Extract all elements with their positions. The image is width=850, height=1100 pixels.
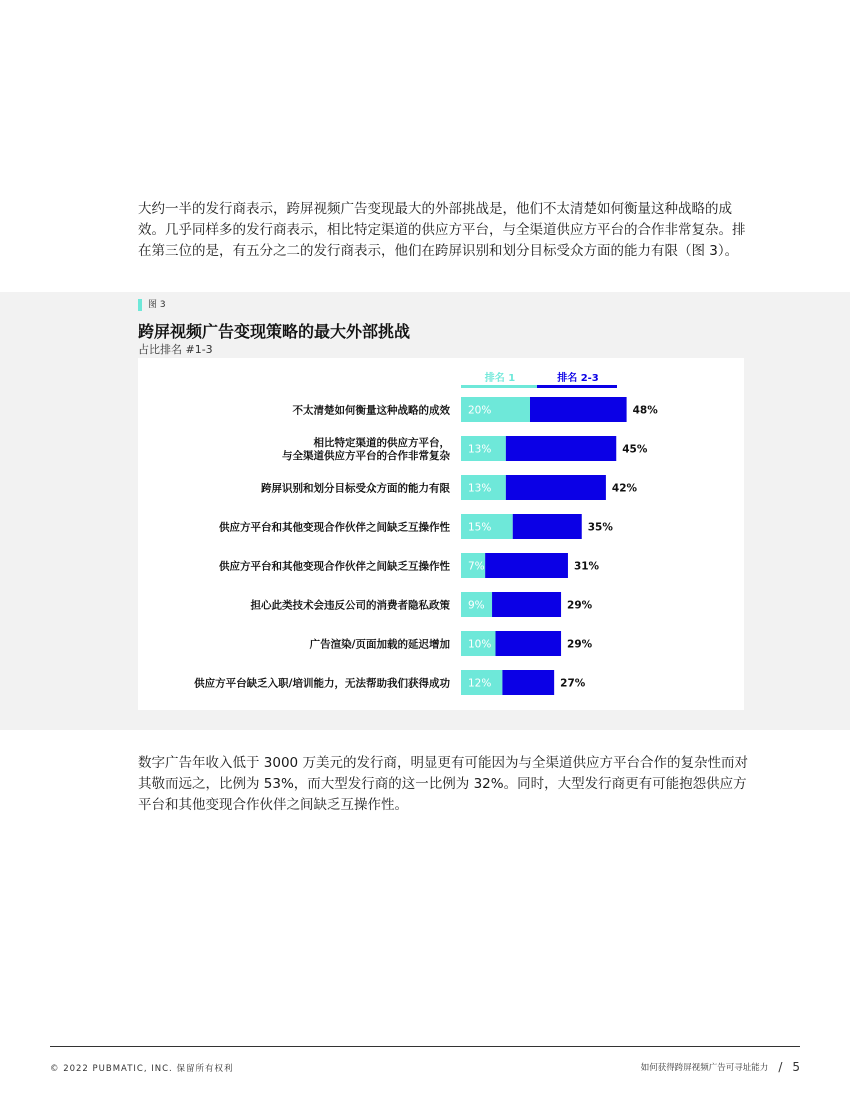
data-label-total: 48% [632, 404, 658, 417]
bar-rank23 [513, 514, 582, 539]
bar-rank23 [496, 631, 562, 656]
category-label: 担心此类技术会违反公司的消费者隐私政策 [250, 599, 450, 612]
data-label-total: 35% [587, 521, 613, 534]
chart-area [138, 358, 744, 710]
legend-label-rank1: 排名 1 [484, 373, 516, 384]
footer-right [641, 1060, 800, 1074]
data-label-total: 27% [560, 677, 586, 690]
data-label-rank1: 13% [468, 443, 492, 456]
bar-rank23 [492, 592, 561, 617]
legend-swatch-rank23 [537, 385, 617, 388]
data-label-total: 29% [567, 638, 593, 651]
bar-rank23 [485, 553, 568, 578]
data-label-rank1: 13% [468, 482, 492, 495]
legend-swatch-rank1 [461, 385, 537, 388]
figure-subtitle: 占比排名 #1-3 [138, 343, 213, 356]
category-label: 广告渲染/页面加载的延迟增加 [309, 638, 450, 651]
data-label-total: 29% [567, 599, 593, 612]
data-label-rank1: 20% [468, 404, 492, 417]
intro-paragraph: 大约一半的发行商表示，跨屏视频广告变现最大的外部挑战是，他们不太清楚如何衡量这种战略的成效。几乎同样多的发行商表示，相比特定渠道的供应方平台，与全渠道供应方平台的合作非常复杂。排在第三位的是，有五分之二的发行商表示，他们在跨屏识别和划分目标受众方面的能力有限（图 3）。 [138, 201, 746, 259]
category-label: 跨屏识别和划分目标受众方面的能力有限 [261, 482, 450, 495]
footer-separator: / [778, 1060, 783, 1074]
category-label: 相比特定渠道的供应方平台， [313, 437, 450, 449]
footer-doc-title: 如何获得跨屏视频广告可寻址能力 [640, 1063, 769, 1073]
data-label-rank1: 7% [468, 560, 485, 573]
bar-rank23 [530, 397, 627, 422]
bar-rank23 [502, 670, 554, 695]
footer-rule [50, 1046, 800, 1047]
data-label-rank1: 15% [468, 521, 492, 534]
footer-copyright: © 2022 PUBMATIC, INC. 保留所有权利 [50, 1064, 234, 1074]
data-label-rank1: 9% [468, 599, 485, 612]
category-label: 供应方平台和其他变现合作伙伴之间缺乏互操作性 [219, 521, 450, 534]
data-label-total: 45% [622, 443, 648, 456]
category-label: 供应方平台和其他变现合作伙伴之间缺乏互操作性 [219, 560, 450, 573]
figure-title: 跨屏视频广告变现策略的最大外部挑战 [138, 322, 411, 341]
bar-rank23 [506, 475, 606, 500]
data-label-rank1: 10% [468, 638, 492, 651]
category-label: 供应方平台缺乏入职/培训能力，无法帮助我们获得成功 [194, 677, 450, 690]
category-label: 不太清楚如何衡量这种战略的成效 [292, 404, 450, 417]
outro-paragraph: 数字广告年收入低于 3000 万美元的发行商，明显更有可能因为与全渠道供应方平台合作的复杂性而对其敬而远之，比例为 53%，而大型发行商的这一比例为 32%。同时，大型发行商更有可能抱怨供应方平台和其他变现合作伙伴之间缺乏互操作性。 [138, 755, 748, 813]
data-label-total: 42% [611, 482, 638, 495]
legend-label-rank23: 排名 2-3 [557, 373, 599, 384]
page-number: 5 [792, 1060, 800, 1074]
figure-tag: 图 3 [138, 299, 166, 311]
data-label-total: 31% [573, 560, 600, 573]
category-label: 与全渠道供应方平台的合作非常复杂 [282, 450, 450, 462]
bar-rank23 [506, 436, 616, 461]
data-label-rank1: 12% [468, 677, 492, 690]
challenges-bar-chart [138, 358, 744, 710]
